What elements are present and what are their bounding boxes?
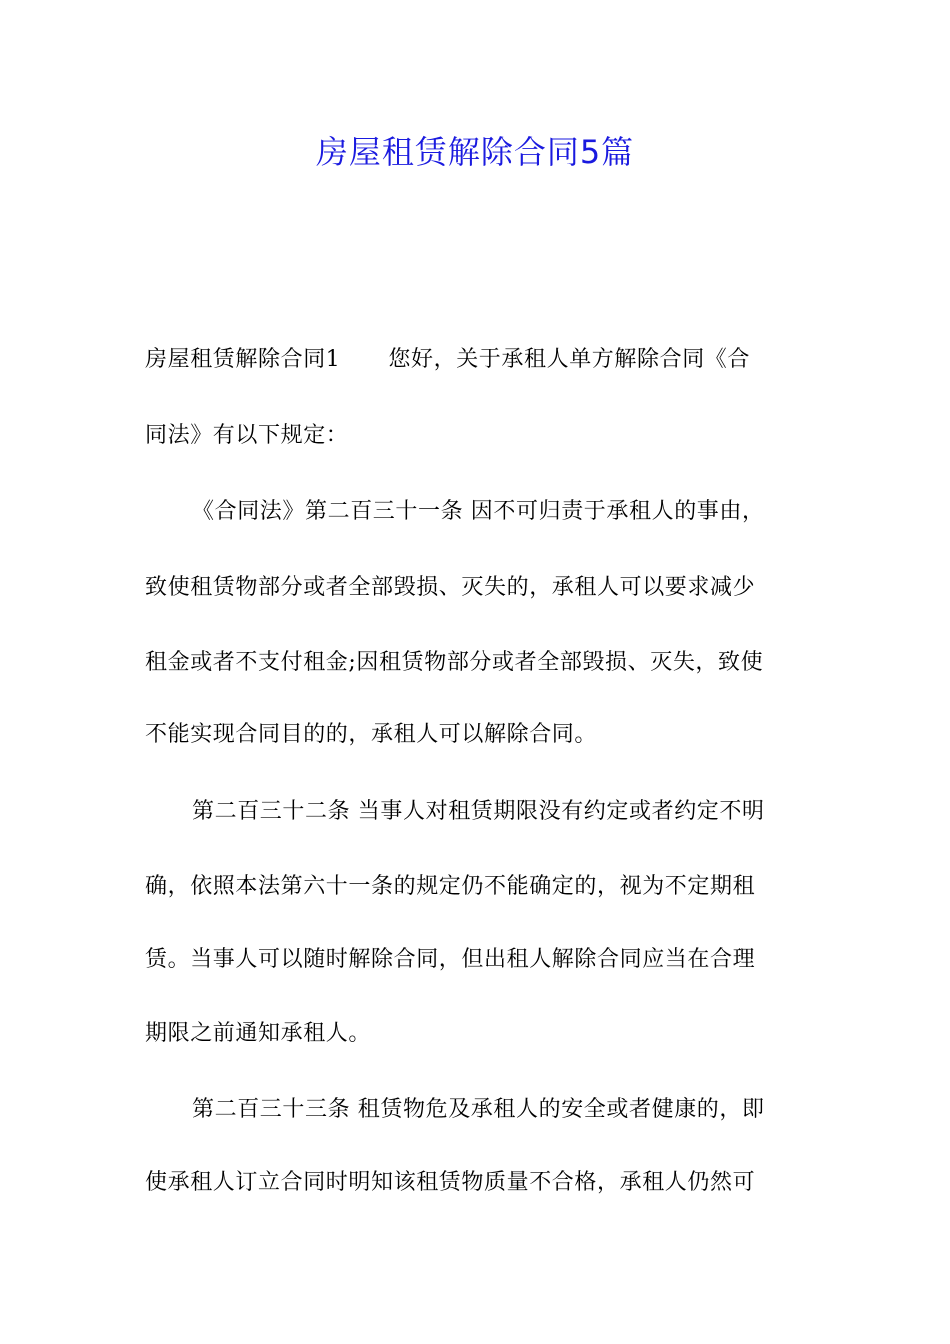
body-line-8: 确，依照本法第六十一条的规定仍不能确定的，视为不定期租 xyxy=(145,874,756,899)
section-heading: 房屋租赁解除合同1 xyxy=(145,347,341,372)
body-line-3: 《合同法》第二百三十一条 因不可归责于承租人的事由， xyxy=(192,499,765,524)
body-line-10: 期限之前通知承租人。 xyxy=(145,1021,372,1046)
body-line-4: 致使租赁物部分或者全部毁损、灭失的，承租人可以要求减少 xyxy=(145,575,756,600)
body-line-6: 不能实现合同目的的，承租人可以解除合同。 xyxy=(145,722,598,747)
body-line-1 xyxy=(145,345,815,375)
document-title: 房屋租赁解除合同5篇 xyxy=(315,133,635,171)
body-line-5: 租金或者不支付租金;因租赁物部分或者全部毁损、灭失，致使 xyxy=(145,650,764,675)
body-line-9: 赁。当事人可以随时解除合同，但出租人解除合同应当在合理 xyxy=(145,947,756,972)
body-line-2: 同法》有以下规定： xyxy=(145,423,349,448)
body-text: 您好，关于承租人单方解除合同《合 xyxy=(388,347,751,372)
body-line-7: 第二百三十二条 当事人对租赁期限没有约定或者约定不明 xyxy=(192,799,765,824)
body-line-11: 第二百三十三条 租赁物危及承租人的安全或者健康的，即 xyxy=(192,1097,765,1122)
body-line-12: 使承租人订立合同时明知该租赁物质量不合格，承租人仍然可 xyxy=(145,1170,756,1195)
